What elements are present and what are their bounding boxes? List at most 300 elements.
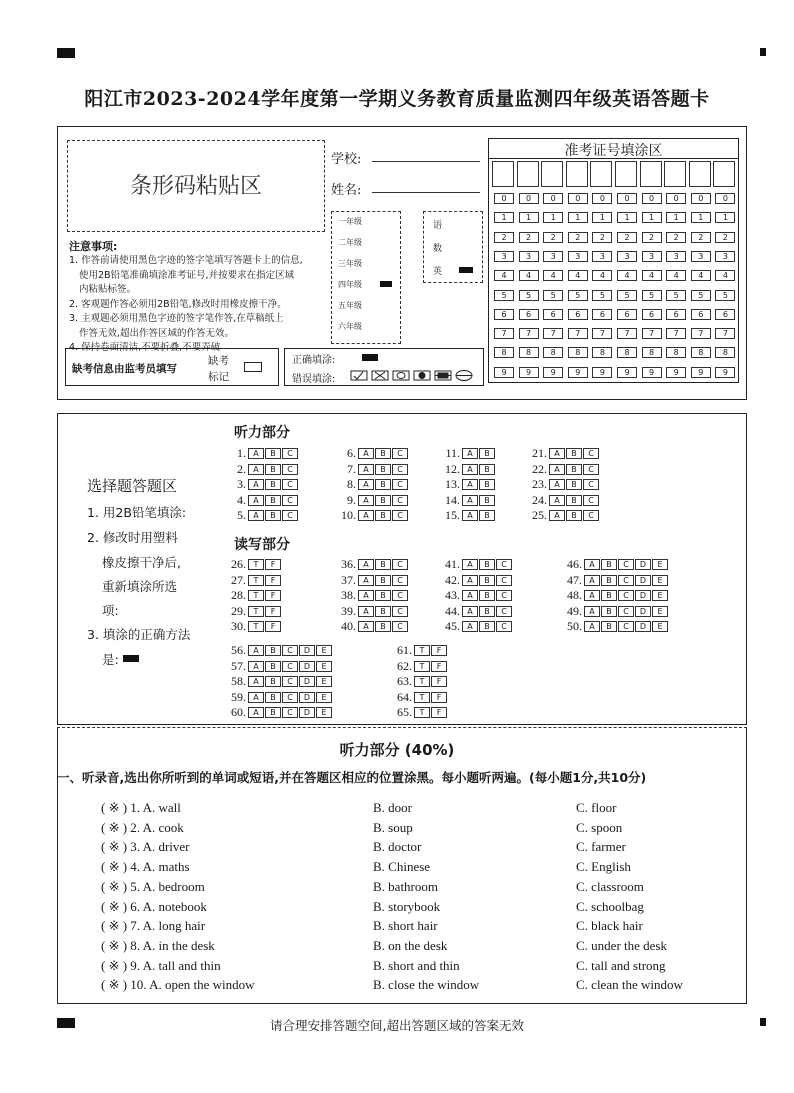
answer-bubble[interactable]: A <box>248 645 264 656</box>
answer-bubble[interactable]: B <box>479 464 495 475</box>
answer-bubble[interactable]: A <box>248 464 264 475</box>
exam-id-bubble[interactable]: 4 <box>617 270 637 281</box>
answer-bubble[interactable]: D <box>635 575 651 586</box>
answer-bubble[interactable]: A <box>462 479 478 490</box>
exam-id-bubble[interactable]: 9 <box>519 367 539 378</box>
answer-bubble[interactable]: B <box>601 621 617 632</box>
answer-bubble[interactable]: E <box>316 692 332 703</box>
exam-id-bubble[interactable]: 0 <box>715 193 735 204</box>
option-c: C. schoolbag <box>576 898 644 914</box>
exam-id-bubble[interactable]: 6 <box>543 309 563 320</box>
answer-bubble[interactable]: F <box>265 559 281 570</box>
answer-bubble[interactable]: A <box>549 495 565 506</box>
answer-bubble[interactable]: E <box>652 621 668 632</box>
answer-row <box>388 705 448 720</box>
exam-id-bubble[interactable]: 4 <box>543 270 563 281</box>
grade-bubble[interactable] <box>380 218 392 224</box>
answer-bubble[interactable]: C <box>392 464 408 475</box>
exam-id-bubble[interactable]: 3 <box>642 251 662 262</box>
exam-id-bubble[interactable]: 1 <box>666 212 686 223</box>
exam-id-bubble[interactable]: 3 <box>519 251 539 262</box>
answer-bubble[interactable]: E <box>316 661 332 672</box>
answer-bubble[interactable]: B <box>479 606 495 617</box>
exam-id-bubble[interactable]: 0 <box>568 193 588 204</box>
answer-bubble[interactable]: B <box>265 479 281 490</box>
exam-id-bubble[interactable]: 9 <box>642 367 662 378</box>
answer-bubble[interactable]: T <box>414 645 430 656</box>
answer-bubble[interactable]: E <box>316 707 332 718</box>
answer-bubble[interactable]: E <box>652 575 668 586</box>
answer-bubble[interactable]: C <box>392 479 408 490</box>
answer-bubble[interactable]: D <box>299 645 315 656</box>
answer-bubble[interactable]: T <box>248 621 264 632</box>
exam-id-bubble[interactable]: 0 <box>691 193 711 204</box>
exam-id-write-cell[interactable] <box>541 161 563 187</box>
answer-bubble[interactable]: B <box>479 559 495 570</box>
answer-bubble[interactable]: C <box>392 448 408 459</box>
exam-id-bubble[interactable]: 4 <box>494 270 514 281</box>
exam-id-bubble[interactable]: 2 <box>543 232 563 243</box>
answer-bubble[interactable]: B <box>375 464 391 475</box>
exam-id-bubble[interactable]: 8 <box>568 347 588 358</box>
answer-bubble[interactable]: B <box>265 448 281 459</box>
answer-bubble[interactable]: T <box>248 559 264 570</box>
exam-id-bubble[interactable]: 3 <box>617 251 637 262</box>
grade-bubble[interactable] <box>380 323 392 329</box>
answer-bubble[interactable]: F <box>431 645 447 656</box>
answer-bubble[interactable]: B <box>566 448 582 459</box>
answer-bubble[interactable]: C <box>282 645 298 656</box>
answer-bubble[interactable]: B <box>375 559 391 570</box>
answer-bubble[interactable]: A <box>549 464 565 475</box>
exam-id-bubble[interactable]: 0 <box>543 193 563 204</box>
exam-id-bubble[interactable]: 7 <box>494 328 514 339</box>
exam-id-bubble[interactable]: 8 <box>642 347 662 358</box>
answer-bubble[interactable]: C <box>282 464 298 475</box>
answer-bubble[interactable]: D <box>299 707 315 718</box>
exam-id-bubble[interactable]: 9 <box>543 367 563 378</box>
exam-id-bubble[interactable]: 0 <box>666 193 686 204</box>
exam-id-bubble[interactable]: 7 <box>642 328 662 339</box>
answer-bubble[interactable]: C <box>282 692 298 703</box>
exam-id-bubble[interactable]: 8 <box>543 347 563 358</box>
exam-id-bubble[interactable]: 2 <box>592 232 612 243</box>
answer-bubble[interactable]: A <box>358 448 374 459</box>
answer-bubble[interactable]: A <box>358 479 374 490</box>
exam-id-bubble[interactable]: 3 <box>543 251 563 262</box>
exam-id-bubble[interactable]: 1 <box>691 212 711 223</box>
exam-id-bubble[interactable]: 0 <box>494 193 514 204</box>
exam-id-bubble[interactable]: 0 <box>592 193 612 204</box>
answer-bubble[interactable]: T <box>248 606 264 617</box>
exam-id-bubble[interactable]: 2 <box>666 232 686 243</box>
answer-bubble[interactable]: C <box>282 495 298 506</box>
exam-id-bubble[interactable]: 6 <box>617 309 637 320</box>
exam-id-bubble[interactable]: 1 <box>592 212 612 223</box>
exam-id-bubble[interactable]: 4 <box>642 270 662 281</box>
answer-bubble[interactable]: A <box>248 676 264 687</box>
answer-bubble[interactable]: B <box>479 590 495 601</box>
answer-bubble[interactable]: A <box>584 606 600 617</box>
answer-bubble[interactable]: B <box>265 676 281 687</box>
exam-id-bubble[interactable]: 7 <box>715 328 735 339</box>
exam-id-bubble[interactable]: 7 <box>568 328 588 339</box>
answer-bubble[interactable]: F <box>431 676 447 687</box>
exam-id-bubble[interactable]: 9 <box>592 367 612 378</box>
exam-id-write-cell[interactable] <box>689 161 711 187</box>
answer-bubble[interactable]: D <box>299 692 315 703</box>
answer-bubble[interactable]: T <box>248 590 264 601</box>
answer-bubble[interactable]: T <box>414 676 430 687</box>
exam-id-bubble[interactable]: 6 <box>691 309 711 320</box>
answer-bubble[interactable]: C <box>392 510 408 521</box>
exam-id-bubble[interactable]: 3 <box>494 251 514 262</box>
exam-id-write-cell[interactable] <box>590 161 612 187</box>
exam-id-bubble[interactable]: 4 <box>519 270 539 281</box>
exam-id-bubble[interactable]: 3 <box>715 251 735 262</box>
answer-bubble[interactable]: C <box>496 606 512 617</box>
answer-bubble[interactable]: B <box>375 479 391 490</box>
answer-bubble[interactable]: B <box>601 559 617 570</box>
exam-id-bubble[interactable]: 2 <box>642 232 662 243</box>
answer-bubble[interactable]: D <box>299 676 315 687</box>
choice-tip: 3. 填涂的正确方法 <box>87 627 191 642</box>
exam-id-bubble[interactable]: 4 <box>568 270 588 281</box>
exam-id-bubble[interactable]: 0 <box>519 193 539 204</box>
exam-id-bubble[interactable]: 1 <box>543 212 563 223</box>
choice-tip: 项: <box>102 603 119 618</box>
exam-id-bubble[interactable]: 4 <box>666 270 686 281</box>
answer-bubble[interactable]: B <box>479 510 495 521</box>
exam-id-write-cell[interactable] <box>664 161 686 187</box>
answer-bubble[interactable]: C <box>282 448 298 459</box>
answer-bubble[interactable]: T <box>414 692 430 703</box>
answer-bubble[interactable]: A <box>248 661 264 672</box>
answer-bubble[interactable]: A <box>584 575 600 586</box>
exam-id-bubble[interactable]: 1 <box>568 212 588 223</box>
exam-id-bubble[interactable]: 4 <box>592 270 612 281</box>
answer-bubble[interactable]: B <box>566 479 582 490</box>
answer-bubble[interactable]: A <box>358 559 374 570</box>
question-number: 9. <box>347 492 356 507</box>
answer-bubble[interactable]: B <box>265 707 281 718</box>
answer-bubble[interactable]: T <box>414 707 430 718</box>
exam-id-bubble[interactable]: 7 <box>666 328 686 339</box>
exam-id-bubble[interactable]: 5 <box>519 290 539 301</box>
exam-id-bubble[interactable]: 9 <box>666 367 686 378</box>
answer-bubble[interactable]: B <box>375 495 391 506</box>
answer-bubble[interactable]: C <box>583 479 599 490</box>
exam-id-bubble[interactable]: 9 <box>494 367 514 378</box>
answer-row <box>222 573 282 588</box>
subject-bubble[interactable] <box>459 267 473 273</box>
answer-row <box>222 462 299 477</box>
answer-row <box>222 493 299 508</box>
answer-row <box>222 690 333 705</box>
exam-id-bubble[interactable]: 6 <box>642 309 662 320</box>
exam-id-bubble[interactable]: 2 <box>519 232 539 243</box>
grade-bubble[interactable] <box>380 281 392 287</box>
answer-bubble[interactable]: D <box>635 606 651 617</box>
answer-bubble[interactable]: A <box>358 606 374 617</box>
answer-row <box>436 604 513 619</box>
answer-bubble[interactable]: C <box>618 590 634 601</box>
answer-bubble[interactable]: D <box>635 559 651 570</box>
answer-bubble[interactable]: C <box>392 621 408 632</box>
exam-id-bubble[interactable]: 5 <box>666 290 686 301</box>
answer-bubble[interactable]: A <box>462 510 478 521</box>
exam-id-bubble[interactable]: 9 <box>715 367 735 378</box>
exam-id-bubble[interactable]: 2 <box>715 232 735 243</box>
exam-id-write-cell[interactable] <box>615 161 637 187</box>
answer-bubble[interactable]: A <box>462 606 478 617</box>
answer-bubble[interactable]: B <box>375 510 391 521</box>
exam-id-write-cell[interactable] <box>566 161 588 187</box>
answer-bubble[interactable]: F <box>431 692 447 703</box>
answer-bubble[interactable]: A <box>462 575 478 586</box>
answer-bubble[interactable]: E <box>652 606 668 617</box>
answer-bubble[interactable]: F <box>265 621 281 632</box>
answer-bubble[interactable]: A <box>584 590 600 601</box>
exam-id-bubble[interactable]: 7 <box>519 328 539 339</box>
exam-id-bubble[interactable]: 3 <box>691 251 711 262</box>
answer-row <box>222 604 282 619</box>
exam-id-bubble[interactable]: 0 <box>642 193 662 204</box>
exam-id-bubble[interactable]: 6 <box>519 309 539 320</box>
answer-bubble[interactable]: E <box>652 559 668 570</box>
answer-bubble[interactable]: A <box>549 510 565 521</box>
answer-bubble[interactable]: D <box>299 661 315 672</box>
answer-bubble[interactable]: A <box>462 448 478 459</box>
answer-bubble[interactable]: B <box>601 575 617 586</box>
exam-id-bubble[interactable]: 1 <box>642 212 662 223</box>
answer-bubble[interactable]: A <box>462 495 478 506</box>
exam-id-bubble[interactable]: 2 <box>568 232 588 243</box>
answer-bubble[interactable]: B <box>375 590 391 601</box>
answer-bubble[interactable]: B <box>601 590 617 601</box>
question-number: 61. <box>397 643 412 657</box>
exam-id-write-cell[interactable] <box>517 161 539 187</box>
question-number: 8. <box>347 477 356 491</box>
answer-bubble[interactable]: F <box>431 661 447 672</box>
exam-id-bubble[interactable]: 8 <box>592 347 612 358</box>
exam-id-write-cell[interactable] <box>713 161 735 187</box>
answer-bubble[interactable]: C <box>392 606 408 617</box>
exam-id-bubble[interactable]: 6 <box>666 309 686 320</box>
answer-bubble[interactable]: E <box>316 676 332 687</box>
exam-id-bubble[interactable]: 8 <box>666 347 686 358</box>
answer-row <box>388 674 448 689</box>
exam-id-bubble[interactable]: 5 <box>568 290 588 301</box>
answer-bubble[interactable]: A <box>248 479 264 490</box>
exam-id-bubble[interactable]: 8 <box>715 347 735 358</box>
exam-id-bubble[interactable]: 2 <box>494 232 514 243</box>
answer-bubble[interactable]: D <box>635 590 651 601</box>
answer-bubble[interactable]: A <box>358 575 374 586</box>
exam-id-bubble[interactable]: 7 <box>691 328 711 339</box>
answer-bubble[interactable]: A <box>549 448 565 459</box>
answer-bubble[interactable]: A <box>549 479 565 490</box>
answer-bubble[interactable]: C <box>282 676 298 687</box>
answer-bubble[interactable]: B <box>375 448 391 459</box>
answer-bubble[interactable]: C <box>618 621 634 632</box>
answer-bubble[interactable]: B <box>566 510 582 521</box>
answer-bubble[interactable]: B <box>566 464 582 475</box>
exam-id-bubble[interactable]: 3 <box>666 251 686 262</box>
exam-id-bubble[interactable]: 4 <box>691 270 711 281</box>
answer-bubble[interactable]: A <box>358 495 374 506</box>
exam-id-bubble[interactable]: 3 <box>592 251 612 262</box>
answer-bubble[interactable]: C <box>583 495 599 506</box>
answer-bubble[interactable]: F <box>265 606 281 617</box>
question-number: 58. <box>231 674 246 688</box>
answer-bubble[interactable]: B <box>479 575 495 586</box>
exam-id-bubble[interactable]: 4 <box>715 270 735 281</box>
answer-bubble[interactable]: D <box>635 621 651 632</box>
answer-bubble[interactable]: C <box>496 559 512 570</box>
absent-checkbox[interactable] <box>244 362 262 372</box>
exam-id-bubble[interactable]: 6 <box>494 309 514 320</box>
exam-id-bubble[interactable]: 9 <box>568 367 588 378</box>
answer-bubble[interactable]: T <box>414 661 430 672</box>
answer-bubble[interactable]: B <box>479 621 495 632</box>
answer-bubble[interactable]: A <box>248 495 264 506</box>
exam-id-bubble[interactable]: 5 <box>715 290 735 301</box>
answer-bubble[interactable]: C <box>583 448 599 459</box>
answer-bubble[interactable]: A <box>462 464 478 475</box>
answer-bubble[interactable]: B <box>265 661 281 672</box>
answer-bubble[interactable]: C <box>496 621 512 632</box>
answer-bubble[interactable]: A <box>248 692 264 703</box>
answer-bubble[interactable]: A <box>248 510 264 521</box>
exam-id-bubble[interactable]: 7 <box>543 328 563 339</box>
answer-bubble[interactable]: C <box>496 575 512 586</box>
answer-bubble[interactable]: B <box>375 621 391 632</box>
answer-bubble[interactable]: B <box>479 495 495 506</box>
answer-bubble[interactable]: C <box>392 590 408 601</box>
answer-bubble[interactable]: C <box>392 575 408 586</box>
exam-id-bubble[interactable]: 6 <box>568 309 588 320</box>
answer-bubble[interactable]: B <box>479 448 495 459</box>
answer-bubble[interactable]: A <box>358 590 374 601</box>
exam-id-bubble[interactable]: 8 <box>494 347 514 358</box>
answer-bubble[interactable]: B <box>375 575 391 586</box>
exam-id-bubble[interactable]: 5 <box>642 290 662 301</box>
answer-bubble[interactable]: A <box>358 464 374 475</box>
exam-id-bubble[interactable]: 0 <box>617 193 637 204</box>
answer-bubble[interactable]: E <box>316 645 332 656</box>
exam-id-bubble[interactable]: 6 <box>592 309 612 320</box>
answer-bubble[interactable]: B <box>265 692 281 703</box>
answer-bubble[interactable]: C <box>496 590 512 601</box>
exam-id-bubble[interactable]: 8 <box>691 347 711 358</box>
exam-id-bubble[interactable]: 2 <box>691 232 711 243</box>
answer-bubble[interactable]: F <box>265 590 281 601</box>
answer-bubble[interactable]: C <box>618 575 634 586</box>
option-c: C. farmer <box>576 839 626 855</box>
answer-bubble[interactable]: A <box>462 621 478 632</box>
grade-bubble[interactable] <box>380 260 392 266</box>
answer-bubble[interactable]: E <box>652 590 668 601</box>
option-b: B. short and thin <box>373 957 460 973</box>
answer-bubble[interactable]: A <box>462 590 478 601</box>
answer-bubble[interactable]: C <box>282 707 298 718</box>
exam-id-bubble[interactable]: 2 <box>617 232 637 243</box>
answer-bubble[interactable]: C <box>282 661 298 672</box>
answer-bubble[interactable]: T <box>248 575 264 586</box>
option-c: C. under the desk <box>576 937 667 953</box>
answer-bubble[interactable]: A <box>358 621 374 632</box>
exam-id-bubble[interactable]: 5 <box>494 290 514 301</box>
exam-id-bubble[interactable]: 7 <box>592 328 612 339</box>
notice-item: 使用2B铅笔准确填涂准考证号,并按要求在指定区域 <box>79 269 295 281</box>
answer-bubble[interactable]: C <box>282 510 298 521</box>
exam-id-bubble[interactable]: 5 <box>543 290 563 301</box>
exam-id-bubble[interactable]: 8 <box>617 347 637 358</box>
grade-bubble[interactable] <box>380 302 392 308</box>
grade-bubble[interactable] <box>380 239 392 245</box>
answer-bubble[interactable]: F <box>265 575 281 586</box>
notice-title: 注意事项: <box>69 240 118 253</box>
answer-bubble[interactable]: A <box>358 510 374 521</box>
exam-id-bubble[interactable]: 5 <box>617 290 637 301</box>
answer-bubble[interactable]: C <box>583 510 599 521</box>
exam-id-bubble[interactable]: 6 <box>715 309 735 320</box>
exam-id-bubble[interactable]: 8 <box>519 347 539 358</box>
answer-bubble[interactable]: B <box>265 464 281 475</box>
exam-id-bubble[interactable]: 1 <box>617 212 637 223</box>
school-field[interactable] <box>372 161 480 162</box>
answer-bubble[interactable]: B <box>375 606 391 617</box>
exam-id-bubble[interactable]: 1 <box>715 212 735 223</box>
answer-bubble[interactable]: C <box>392 495 408 506</box>
exam-id-bubble[interactable]: 5 <box>691 290 711 301</box>
answer-bubble[interactable]: A <box>248 448 264 459</box>
exam-id-bubble[interactable]: 5 <box>592 290 612 301</box>
exam-id-write-cell[interactable] <box>492 161 514 187</box>
listening-question: ( ※ ) 8. A. in the desk <box>101 937 215 953</box>
answer-bubble[interactable]: B <box>566 495 582 506</box>
answer-bubble[interactable]: C <box>618 606 634 617</box>
answer-bubble[interactable]: C <box>618 559 634 570</box>
answer-bubble[interactable]: A <box>584 559 600 570</box>
exam-id-write-cell[interactable] <box>640 161 662 187</box>
name-field[interactable] <box>372 192 480 193</box>
exam-id-bubble[interactable]: 3 <box>568 251 588 262</box>
exam-id-bubble[interactable]: 7 <box>617 328 637 339</box>
answer-bubble[interactable]: B <box>265 645 281 656</box>
exam-id-bubble[interactable]: 1 <box>494 212 514 223</box>
answer-bubble[interactable]: B <box>479 479 495 490</box>
answer-bubble[interactable]: B <box>265 495 281 506</box>
answer-bubble[interactable]: C <box>392 559 408 570</box>
question-number: 3. <box>237 477 246 491</box>
answer-bubble[interactable]: C <box>282 479 298 490</box>
answer-bubble[interactable]: C <box>583 464 599 475</box>
answer-row <box>222 705 333 720</box>
answer-bubble[interactable]: A <box>248 707 264 718</box>
answer-bubble[interactable]: A <box>462 559 478 570</box>
exam-id-bubble[interactable]: 9 <box>617 367 637 378</box>
notice-item: 内粘贴标签。 <box>79 284 137 295</box>
answer-bubble[interactable]: B <box>265 510 281 521</box>
answer-bubble[interactable]: A <box>584 621 600 632</box>
answer-bubble[interactable]: F <box>431 707 447 718</box>
exam-id-bubble[interactable]: 1 <box>519 212 539 223</box>
answer-bubble[interactable]: B <box>601 606 617 617</box>
listening-question: ( ※ ) 6. A. notebook <box>101 898 207 914</box>
exam-id-bubble[interactable]: 9 <box>691 367 711 378</box>
